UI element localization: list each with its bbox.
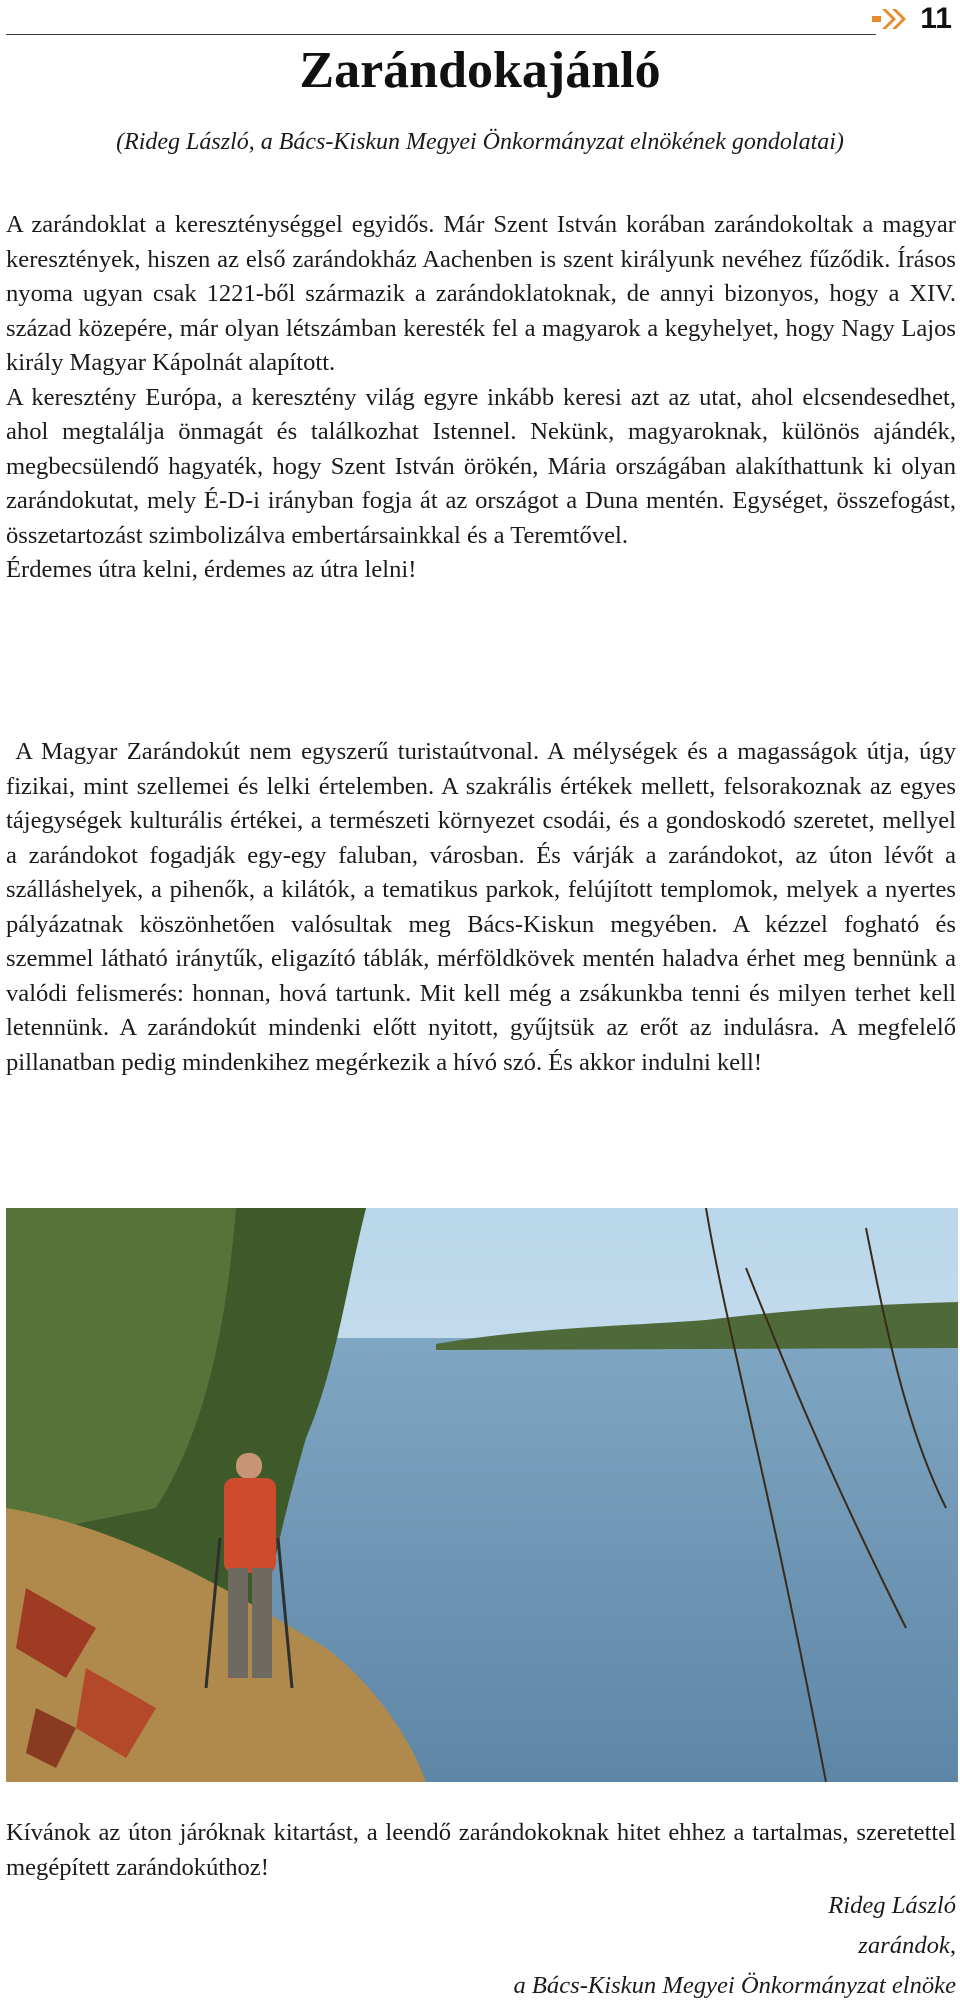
closing-text: Kívánok az úton járóknak kitartást, a leendő zarándokoknak hitet ehhez a tartalmas, szeretettel megépített zarándokúthoz! bbox=[6, 1819, 956, 1881]
article-title: Zarándokajánló bbox=[299, 42, 661, 99]
signature-name: Rideg László bbox=[828, 1892, 956, 1919]
paragraph: A zarándoklat a kereszténységgel egyidős. Már Szent István korában zarándokoltak a magyar keresztények, hiszen az első zarándokház Aachenben is szent királyunk nevéhez fűződik. Írásos nyoma ugyan csak 1221-ből származik a zarándoklatoknak, de annyi bizonyos, hogy a XIV. század közepére, már olyan létszámban keresték fel a magyarok a kegyhelyet, hogy Nagy Lajos király Magyar Kápolnát alapított. bbox=[6, 211, 956, 376]
signature-role: zarándok, bbox=[858, 1932, 956, 1959]
signature-affiliation: a Bács-Kiskun Megyei Önkormányzat elnöke bbox=[513, 1972, 956, 1999]
intro-text-block bbox=[6, 208, 956, 588]
paragraph: Érdemes útra kelni, érdemes az útra lelni! bbox=[6, 556, 417, 583]
paragraph: A keresztény Európa, a keresztény világ egyre inkább keresi azt az utat, ahol elcsendesedhet, ahol megtalálja önmagát és találkozhat Istennel. Nekünk, magyaroknak, különös ajándék, megbecsülendő hagyaték, hogy Szent István örökén, Mária országában alakíthattunk ki olyan zarándokutat, mely É-D-i irányban fogja át az országot a Duna mentén. Egységet, összefogást, összetartozást szimbolizálva embertársainkkal és a Teremtővel. bbox=[6, 383, 956, 549]
main-text-block bbox=[6, 735, 956, 1080]
article-subtitle: (Rideg László, a Bács-Kiskun Megyei Önkormányzat elnökének gondolatai) bbox=[116, 129, 844, 155]
double-chevron-icon bbox=[872, 8, 912, 30]
signature-block bbox=[513, 1886, 956, 2006]
danube-hiker-photo bbox=[6, 1208, 958, 1782]
page-marker bbox=[872, 2, 952, 36]
paragraph: A Magyar Zarándokút nem egyszerű turistaútvonal. A mélységek és a magasságok útja, úgy fizikai, mint szellemei és lelki értelemben. A szakrális értékek mellett, felsorakoznak az egyes tájegységek kulturális értékei, a természeti környezet csodái, és a gondoskodó szeretet, mellyel a zarándokot fogadják egy-egy faluban, városban. És várják a zarándokot, az úton lévőt a szálláshelyek, a pihenők, a kilátók, a tematikus parkok, felújított templomok, melyek a nyertes pályázatnak köszönhetően valósultak meg Bács-Kiskun megyében. A kézzel fogható és szemmel látható iránytűk, eligazító táblák, mérföldkövek mentén haladva érhet meg bennünk a valódi felismerés: honnan, hová tartunk. Mit kell még a zsákunkba tenni és milyen terhet kell letennünk. A zarándokút mindenki előtt nyitott, gyűjtsük az erőt az indulásra. A megfelelő pillanatban pedig mindenkihez megérkezik a hívó szó. És akkor indulni kell! bbox=[6, 738, 956, 1076]
page-number: 11 bbox=[920, 2, 952, 35]
header-rule bbox=[6, 34, 876, 35]
